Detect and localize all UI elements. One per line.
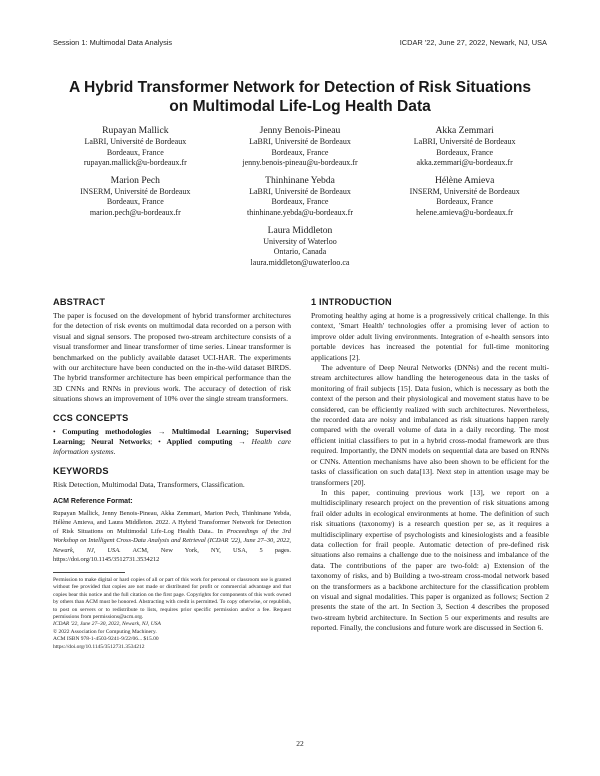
author-affiliation: LaBRI, Université de Bordeaux	[249, 186, 351, 196]
author-name: Laura Middleton	[267, 224, 333, 236]
author-name: Rupayan Mallick	[102, 125, 169, 136]
page-number: 22	[296, 739, 304, 748]
author-location: Bordeaux, France	[436, 197, 494, 207]
ccs-concept: Computing methodologies	[62, 426, 152, 436]
acm-reference-part: ACM, New York, NY, USA, 5 pages. https://doi.org/10.1145/3512731.3534212	[53, 546, 291, 563]
permission-notice: Permission to make digital or hard copies of all or part of this work for personal or classroom use is granted without fee provided that copies are not made or distributed for profit or commercial advantage and that copies bear this notice and the full citation on the first page. Copyrights for components of this work owned by others than ACM must be honored. Abstracting with credit is permitted. To copy otherwise, or republish, to post on servers or to redistribute to lists, requires prior specific permission and/or a fee. Request permissions from permissions@acm.org.	[53, 576, 291, 620]
author-email[interactable]: rupayan.mallick@u-bordeaux.fr	[83, 158, 187, 168]
author-email[interactable]: marion.pech@u-bordeaux.fr	[89, 207, 181, 217]
author-card	[53, 175, 218, 219]
right-column	[311, 296, 549, 634]
author-affiliation: University of Waterloo	[263, 236, 337, 246]
keywords-text: Risk Detection, Multimodal Data, Transformers, Classification.	[53, 479, 245, 489]
author-affiliation: INSERM, Université de Bordeaux	[80, 186, 191, 196]
ccs-end: .	[113, 447, 116, 457]
permission-venue: ICDAR '22, June 27–30, 2022, Newark, NJ, USA	[53, 621, 161, 628]
keywords-heading: KEYWORDS	[53, 465, 109, 476]
author-email[interactable]: akka.zemmari@u-bordeaux.fr	[416, 158, 513, 168]
ccs-separator: ;	[150, 437, 153, 447]
intro-paragraph: Promoting healthy aging at home is a progressively critical challenge. In this context, 'Smart Health' technologies offer a promising lever of action to improve older adult living environments. Integration of e-health sensors into portable devices has increased the potential for full-time monitoring applications [2].	[311, 311, 549, 362]
author-location: Bordeaux, France	[436, 147, 494, 157]
author-card	[218, 175, 383, 219]
author-email[interactable]: laura.middleton@uwaterloo.ca	[250, 257, 350, 267]
author-card	[53, 125, 218, 169]
author-block	[53, 125, 547, 268]
ccs-concepts	[53, 427, 291, 458]
doi-link[interactable]: https://doi.org/10.1145/3512731.3534212	[53, 643, 145, 650]
introduction-heading: 1 INTRODUCTION	[311, 297, 392, 307]
intro-paragraph: The adventure of Deep Neural Networks (DNNs) and the recent multi-stream architectures allow handling the heterogeneous data in the tasks of monitoring of frail subjects [15]. Data fusion, which is necessary as both the context of the person and their physiological and movement status have to be considered, can be efficiently realized with such architectures. Nevertheless, the recorded data are noisy and imbalanced as risk situations happen rarely compared with the overall volume of data in a daily recording. The most efficient initial classifiers to put in a hybrid cross-modal framework are thus required. Importantly, the DNN models on sequential data are based on RNNs or CNNs. Attention mechanisms have also been shown to be efficient for the tasks of classification on such data[13]. Next step in attention usage may be transformers [20].	[311, 363, 549, 487]
running-header-session: Session 1: Multimodal Data Analysis	[53, 38, 173, 47]
acm-reference-text	[53, 509, 291, 564]
acm-reference-heading: ACM Reference Format:	[53, 498, 133, 506]
bullet: •	[158, 437, 161, 447]
author-name: Thinhinane Yebda	[265, 174, 335, 186]
arrow-icon: →	[238, 437, 246, 447]
paper-title	[40, 78, 560, 116]
author-card	[218, 225, 383, 269]
acm-reference-venue: Proceedings of the 3rd Workshop on Intelligent Cross-Data Analysis and Retrieval (ICDAR '22), June 27–30, 2022, Newark, NJ, USA.	[53, 528, 291, 554]
author-card	[218, 125, 383, 169]
author-name: Marion Pech	[110, 174, 160, 186]
arrow-icon: →	[157, 426, 166, 436]
author-affiliation: LaBRI, Université de Bordeaux	[249, 137, 351, 146]
left-column	[53, 296, 291, 651]
running-header-venue: ICDAR '22, June 27, 2022, Newark, NJ, USA	[399, 38, 547, 47]
author-email[interactable]: helene.amieva@u-bordeaux.fr	[416, 207, 514, 217]
author-card	[382, 125, 547, 169]
author-email[interactable]: jenny.benois-pineau@u-bordeaux.fr	[242, 158, 358, 168]
ccs-concept: Applied computing	[166, 437, 233, 447]
author-name: Akka Zemmari	[435, 125, 494, 136]
footnote-divider	[53, 572, 125, 573]
isbn-line: ACM ISBN 978-1-4503-9241-9/22/06... $15.00	[53, 636, 159, 643]
intro-paragraph: In this paper, continuing previous work [13], we report on a multidisciplinary research project on the prevention of risk situations among frail older adults in ecological environments at home. The definition of such risk situations (taxonomy) is a research question per se, as it requires a multidisciplinary expertise of psychologists and kinesiologists and a feasible data collection for frail people. Automatic detection of pre-defined risk situations also remains a challenge due to the noisiness and imbalance of the data. The contributions of the paper are two-fold: a) Extension of the taxonomy of risks, and b) Building a two-stream cross-modal network based on the transformers as a backbone architecture for the classification problem on visual and signal modalities. This paper is organized as follows; Section 2 presents the state of the art. In Section 3, Section 4 describes the proposed two-stream hybrid architecture. In Section 5 our experiments and results are reported. Finally, the conclusions and future work are discussed in Section 6.	[311, 487, 549, 633]
author-location: Ontario, Canada	[273, 247, 327, 257]
author-location: Bordeaux, France	[271, 197, 329, 207]
copyright-line: © 2022 Association for Computing Machinery.	[53, 628, 157, 635]
author-affiliation: LaBRI, Université de Bordeaux	[413, 137, 516, 146]
acm-reference-part: Rupayan Mallick, Jenny Benois-Pineau, Akka Zemmari, Marion Pech, Thinhinane Yebda, Hélène Amieva, and Laura Middleton. 2022. A Hybrid Transformer Network for Detection of Risk Situations on Multimodal Life-Log Health Data.. In	[53, 509, 291, 536]
author-card	[382, 175, 547, 219]
author-location: Bordeaux, France	[106, 197, 164, 207]
author-location: Bordeaux, France	[106, 147, 164, 157]
abstract-text: The paper is focused on the development of hybrid transformer architectures for the detection of risk events on multimodal data recorded on a person with visual and signal sensors. The proposed two-stream architecture consists of a visual transformer and linear transformer of time series. Linear transformer is benchmarked on the publicly available dataset UCI-HAR. The experiments with our architecture have been conducted on the in-the-wild dataset BIRDS. The hybrid transformer architecture has been empirical performance than the 3D CNNs and RNNs in previous work. The accuracy of detection of risk situations shows an improvement of 10% over the single stream transformers.	[53, 311, 291, 404]
paper-title-line-2: on Multimodal Life-Log Health Data	[169, 98, 431, 115]
author-location: Bordeaux, France	[271, 147, 329, 157]
author-affiliation: LaBRI, Université de Bordeaux	[84, 137, 187, 146]
author-name: Hélène Amieva	[434, 174, 495, 186]
bullet: •	[53, 426, 56, 436]
author-name: Jenny Benois-Pineau	[259, 125, 341, 136]
paper-title-line-1: A Hybrid Transformer Network for Detection of Risk Situations	[68, 79, 532, 96]
abstract-heading: ABSTRACT	[53, 297, 106, 307]
ccs-concept: Multimodal Learning; Supervised Learning; Neural Networks	[53, 426, 291, 447]
author-email[interactable]: thinhinane.yebda@u-bordeaux.fr	[246, 207, 353, 217]
ccs-concept: Health care information systems	[53, 437, 291, 457]
author-affiliation: INSERM, Université de Bordeaux	[409, 186, 520, 196]
ccs-heading: CCS CONCEPTS	[53, 412, 129, 423]
